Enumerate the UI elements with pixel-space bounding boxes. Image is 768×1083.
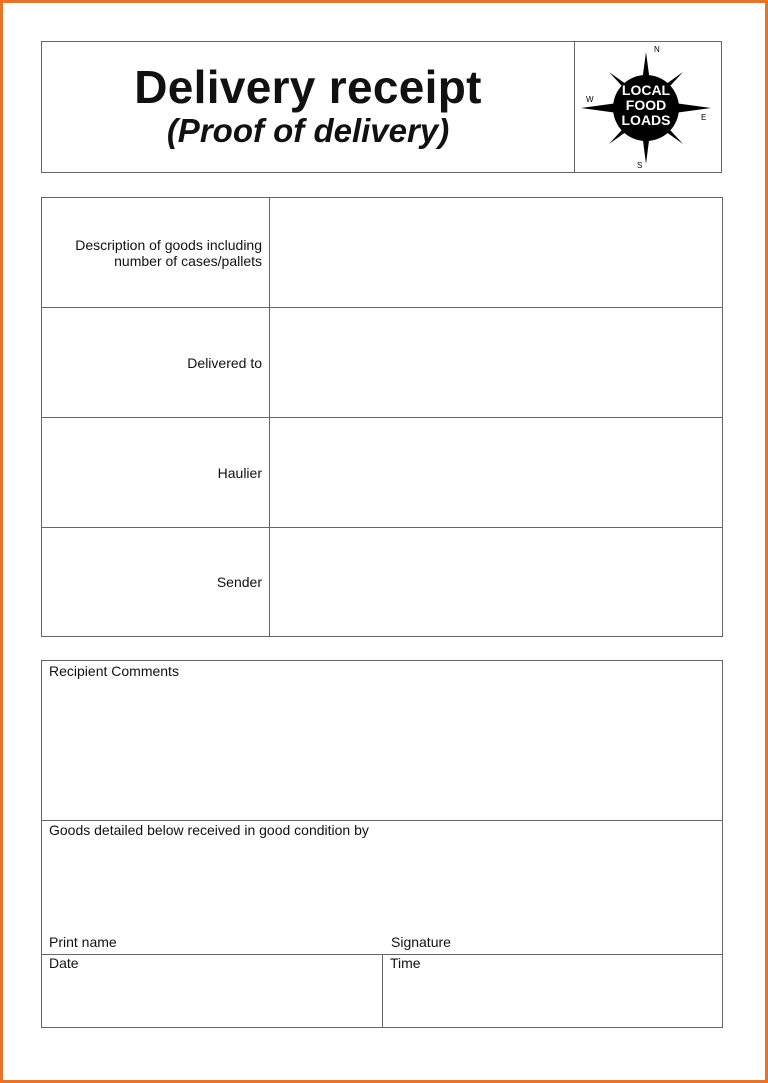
date-label: Date bbox=[49, 955, 79, 971]
description-label-line2: number of cases/pallets bbox=[114, 253, 262, 269]
header-titles bbox=[42, 42, 575, 172]
sender-label bbox=[42, 528, 270, 636]
description-label bbox=[42, 198, 270, 307]
recipient-comments-label: Recipient Comments bbox=[49, 663, 179, 679]
time-field[interactable] bbox=[383, 955, 722, 1027]
print-name-label: Print name bbox=[49, 934, 117, 950]
logo-line-1: LOCAL bbox=[621, 82, 671, 98]
sender-field[interactable] bbox=[270, 528, 722, 636]
compass-north-label: N bbox=[654, 45, 660, 54]
haulier-label bbox=[42, 418, 270, 527]
haulier-field[interactable] bbox=[270, 418, 722, 527]
signature-label: Signature bbox=[391, 934, 451, 950]
logo-line-3: LOADS bbox=[621, 112, 671, 128]
goods-received-box bbox=[42, 821, 722, 955]
details-table bbox=[41, 197, 723, 637]
compass-south-label: S bbox=[637, 161, 643, 170]
description-label-line1: Description of goods including bbox=[75, 237, 262, 253]
date-field[interactable] bbox=[42, 955, 383, 1027]
logo-line-2: FOOD bbox=[625, 97, 667, 113]
header-box bbox=[41, 41, 722, 173]
goods-received-label: Goods detailed below received in good condition by bbox=[49, 822, 369, 838]
delivered-to-label bbox=[42, 308, 270, 417]
detail-row-description bbox=[42, 198, 722, 308]
sender-label-text: Sender bbox=[216, 574, 262, 590]
description-field[interactable] bbox=[270, 198, 722, 307]
logo-cell bbox=[575, 42, 721, 172]
time-label: Time bbox=[390, 955, 421, 971]
delivered-to-label-text: Delivered to bbox=[187, 354, 262, 371]
recipient-section bbox=[41, 660, 723, 1028]
page-subtitle: (Proof of delivery) bbox=[166, 112, 450, 149]
compass-west-label: W bbox=[586, 95, 594, 104]
detail-row-delivered-to bbox=[42, 308, 722, 418]
page-title: Delivery receipt bbox=[134, 61, 482, 113]
detail-row-haulier bbox=[42, 418, 722, 528]
date-time-row bbox=[42, 955, 722, 1027]
local-food-loads-logo bbox=[575, 42, 722, 172]
haulier-label-text: Haulier bbox=[217, 464, 262, 481]
delivered-to-field[interactable] bbox=[270, 308, 722, 417]
detail-row-sender bbox=[42, 528, 722, 636]
recipient-comments-field[interactable] bbox=[42, 661, 722, 821]
compass-east-label: E bbox=[701, 113, 707, 122]
